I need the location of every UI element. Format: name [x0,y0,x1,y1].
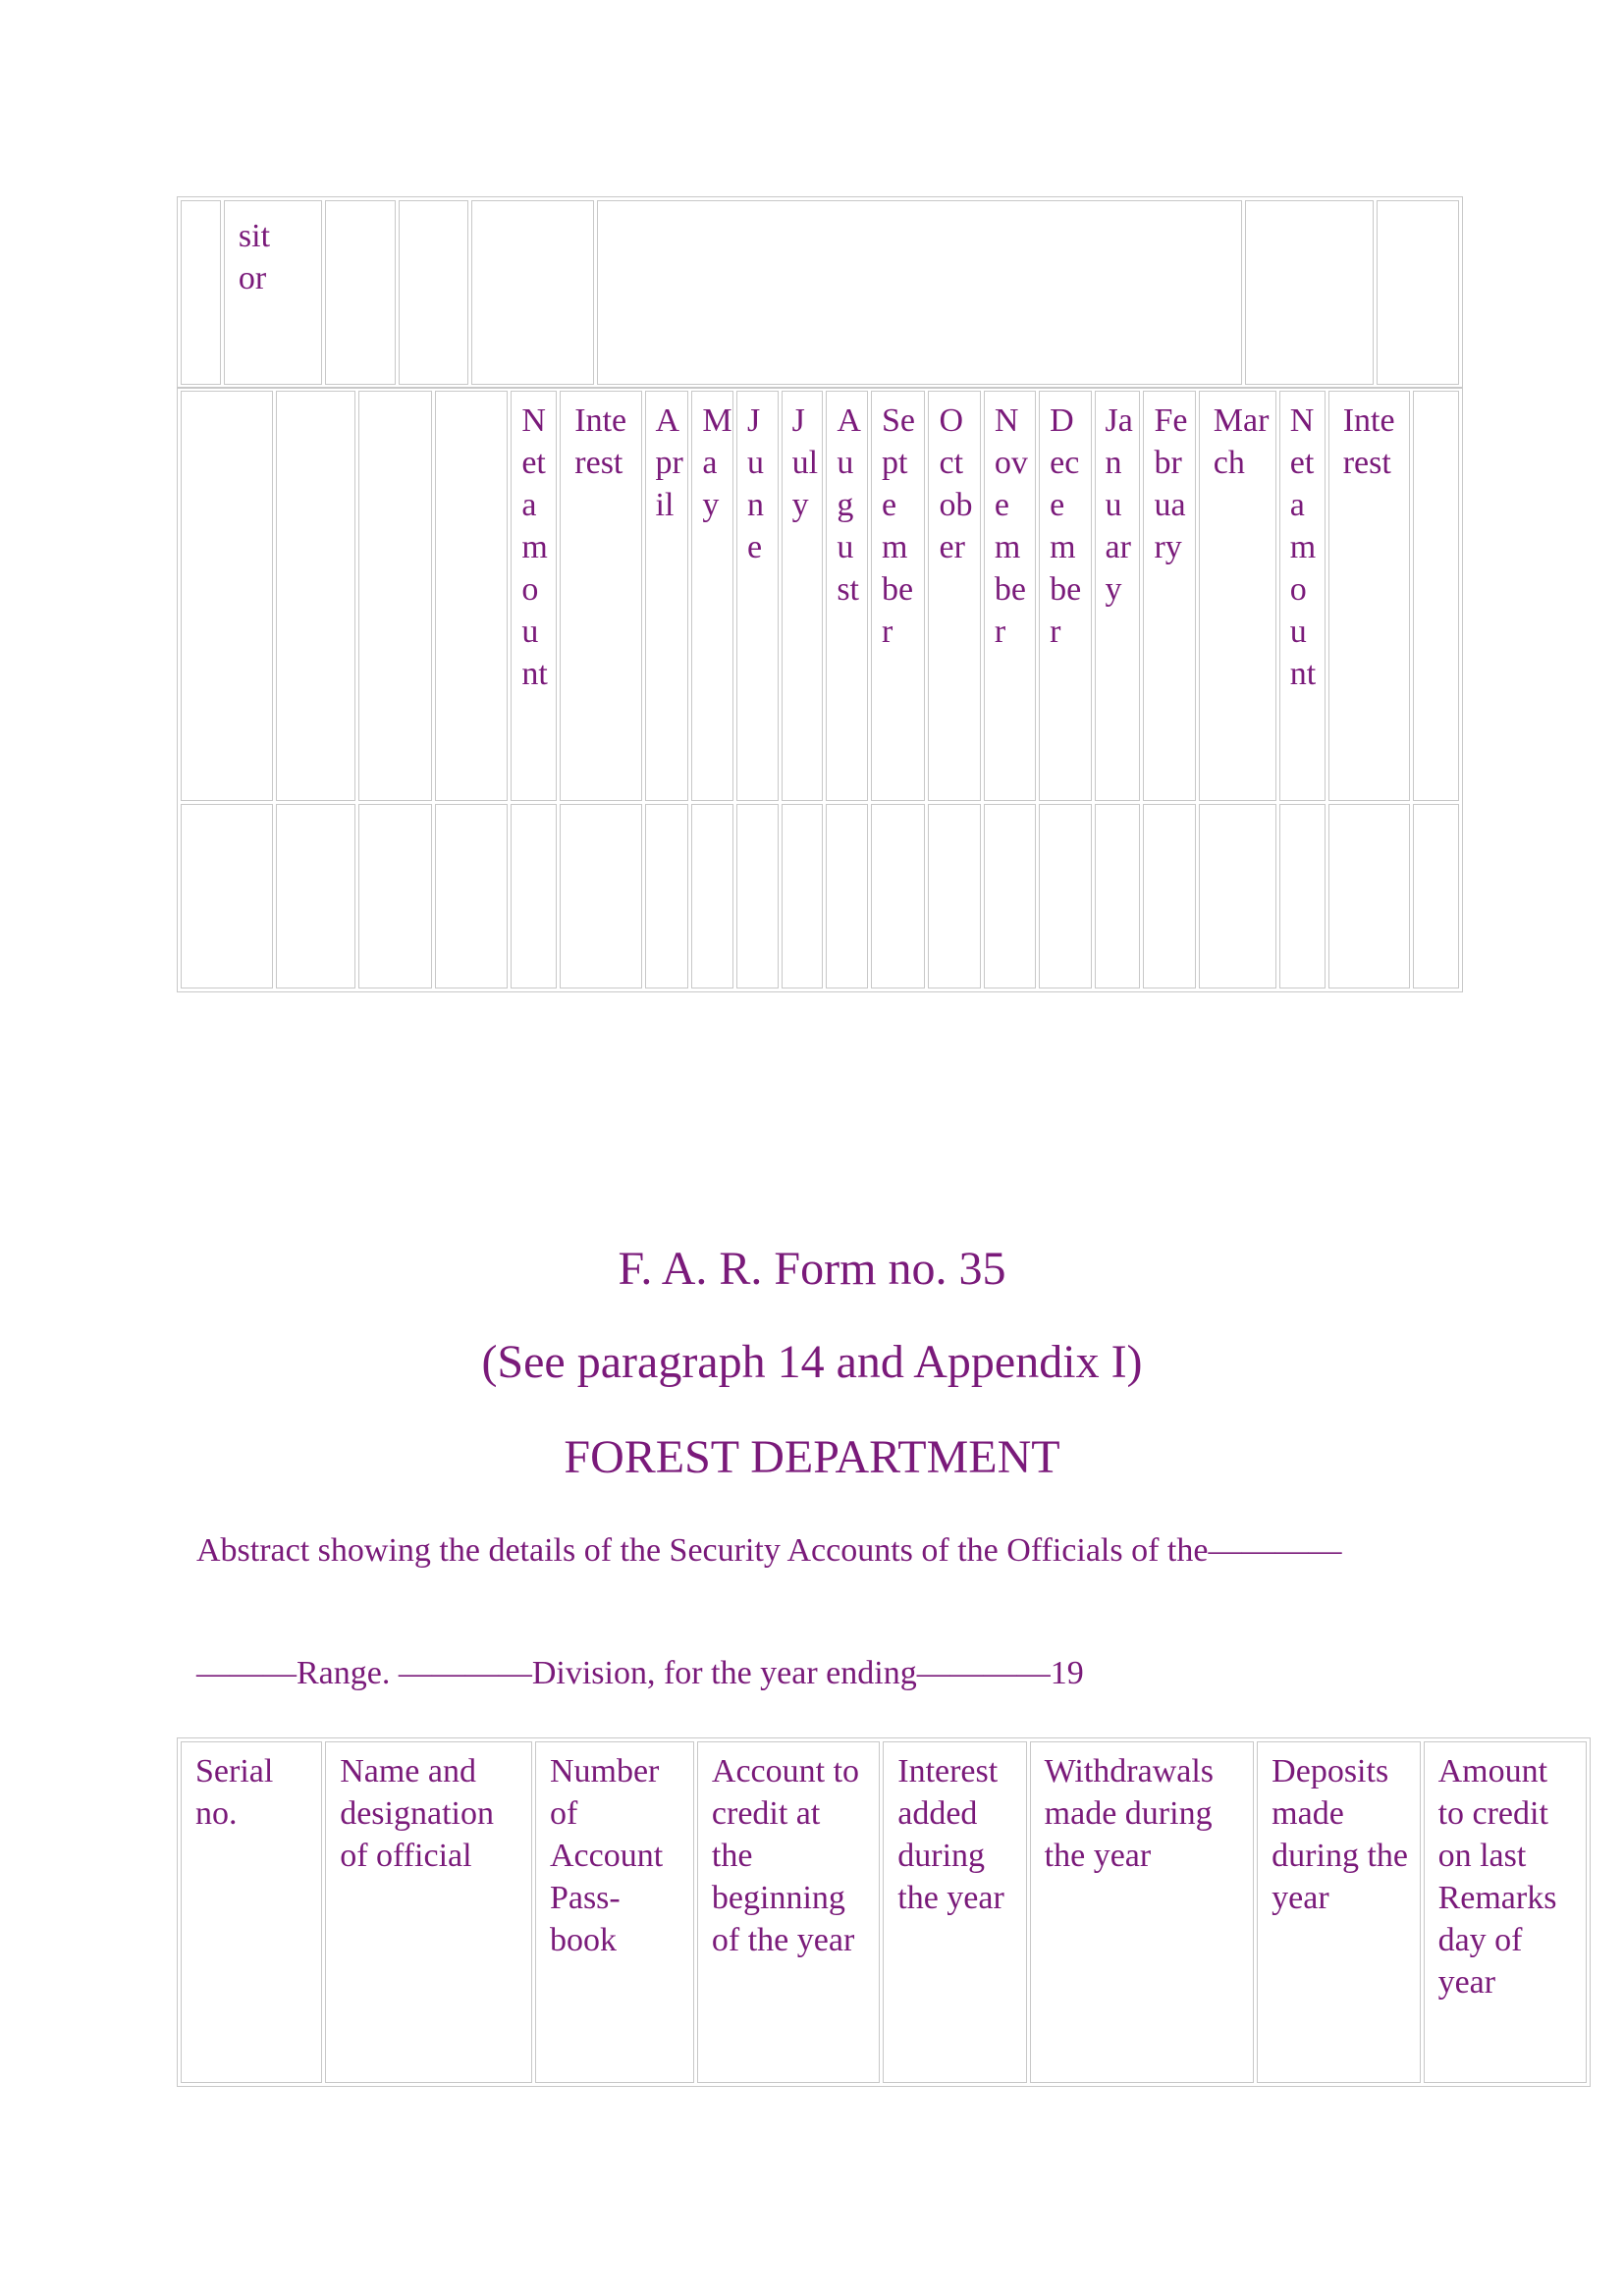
month-may-header: May [691,391,733,801]
empty-data-cell [984,804,1036,988]
empty-data-cell [435,804,509,988]
top-cell [597,200,1242,385]
empty-data-cell [736,804,779,988]
empty-data-cell [511,804,557,988]
interest-header: Interest [1328,391,1410,801]
empty-data-cell [1413,804,1459,988]
empty-data-cell [276,804,355,988]
empty-data-cell [181,804,273,988]
form-title: F. A. R. Form no. 35 [618,1243,1006,1295]
department-heading: FOREST DEPARTMENT [564,1431,1060,1483]
empty-data-cell [1095,804,1141,988]
top-cell [181,200,221,385]
month-august-header: August [826,391,868,801]
empty-data-cell [560,804,641,988]
month-july-header: July [782,391,824,801]
header-name-designation: Name and designation of official [325,1741,532,2083]
month-february-header: February [1143,391,1195,801]
top-cell [471,200,594,385]
header-deposits: Deposits made during the year [1257,1741,1420,2083]
security-accounts-table [177,1737,1591,2087]
month-december-header: December [1039,391,1091,801]
depositor-cell: sit or [224,200,322,385]
top-cell [399,200,469,385]
top-table-body [177,387,1463,992]
empty-data-cell [1328,804,1410,988]
month-september-header: September [871,391,925,801]
blank-header-cell [358,391,432,801]
header-account-passbook: Number of Account Pass-book [535,1741,694,2083]
header-interest-added: Interest added during the year [883,1741,1026,2083]
blank-header-cell [1413,391,1459,801]
empty-data-cell [928,804,980,988]
header-amount-credit-remarks: Amount to credit on last Remarks day of year [1424,1741,1587,2083]
month-january-header: January [1095,391,1141,801]
blank-header-cell [435,391,509,801]
empty-data-cell [358,804,432,988]
empty-data-cell [691,804,733,988]
empty-data-cell [1199,804,1276,988]
month-october-header: October [928,391,980,801]
blank-header-cell [181,391,273,801]
top-cell [1245,200,1374,385]
empty-data-cell [645,804,689,988]
month-june-header: June [736,391,779,801]
blank-header-cell [276,391,355,801]
top-cell [1377,200,1459,385]
month-april-header: April [645,391,689,801]
form-reference: (See paragraph 14 and Appendix I) [481,1336,1143,1388]
net-amount-header: Netamount [1279,391,1326,801]
empty-data-cell [782,804,824,988]
header-serial-no: Serial no. [181,1741,322,2083]
top-cell [325,200,396,385]
net-amount-header: Netamount [511,391,557,801]
empty-data-cell [826,804,868,988]
header-credit-beginning: Account to credit at the beginning of the year [697,1741,880,2083]
month-november-header: November [984,391,1036,801]
empty-data-cell [1279,804,1326,988]
range-division-line: ———Range. ————Division, for the year ending————19 [196,1655,1084,1691]
header-withdrawals: Withdrawals made during the year [1030,1741,1255,2083]
month-march-header: March [1199,391,1276,801]
empty-data-cell [1039,804,1091,988]
interest-header: Interest [560,391,641,801]
empty-data-cell [1143,804,1195,988]
top-table-row1 [177,196,1463,389]
empty-data-cell [871,804,925,988]
abstract-line: Abstract showing the details of the Security Accounts of the Officials of the———— [196,1532,1342,1569]
